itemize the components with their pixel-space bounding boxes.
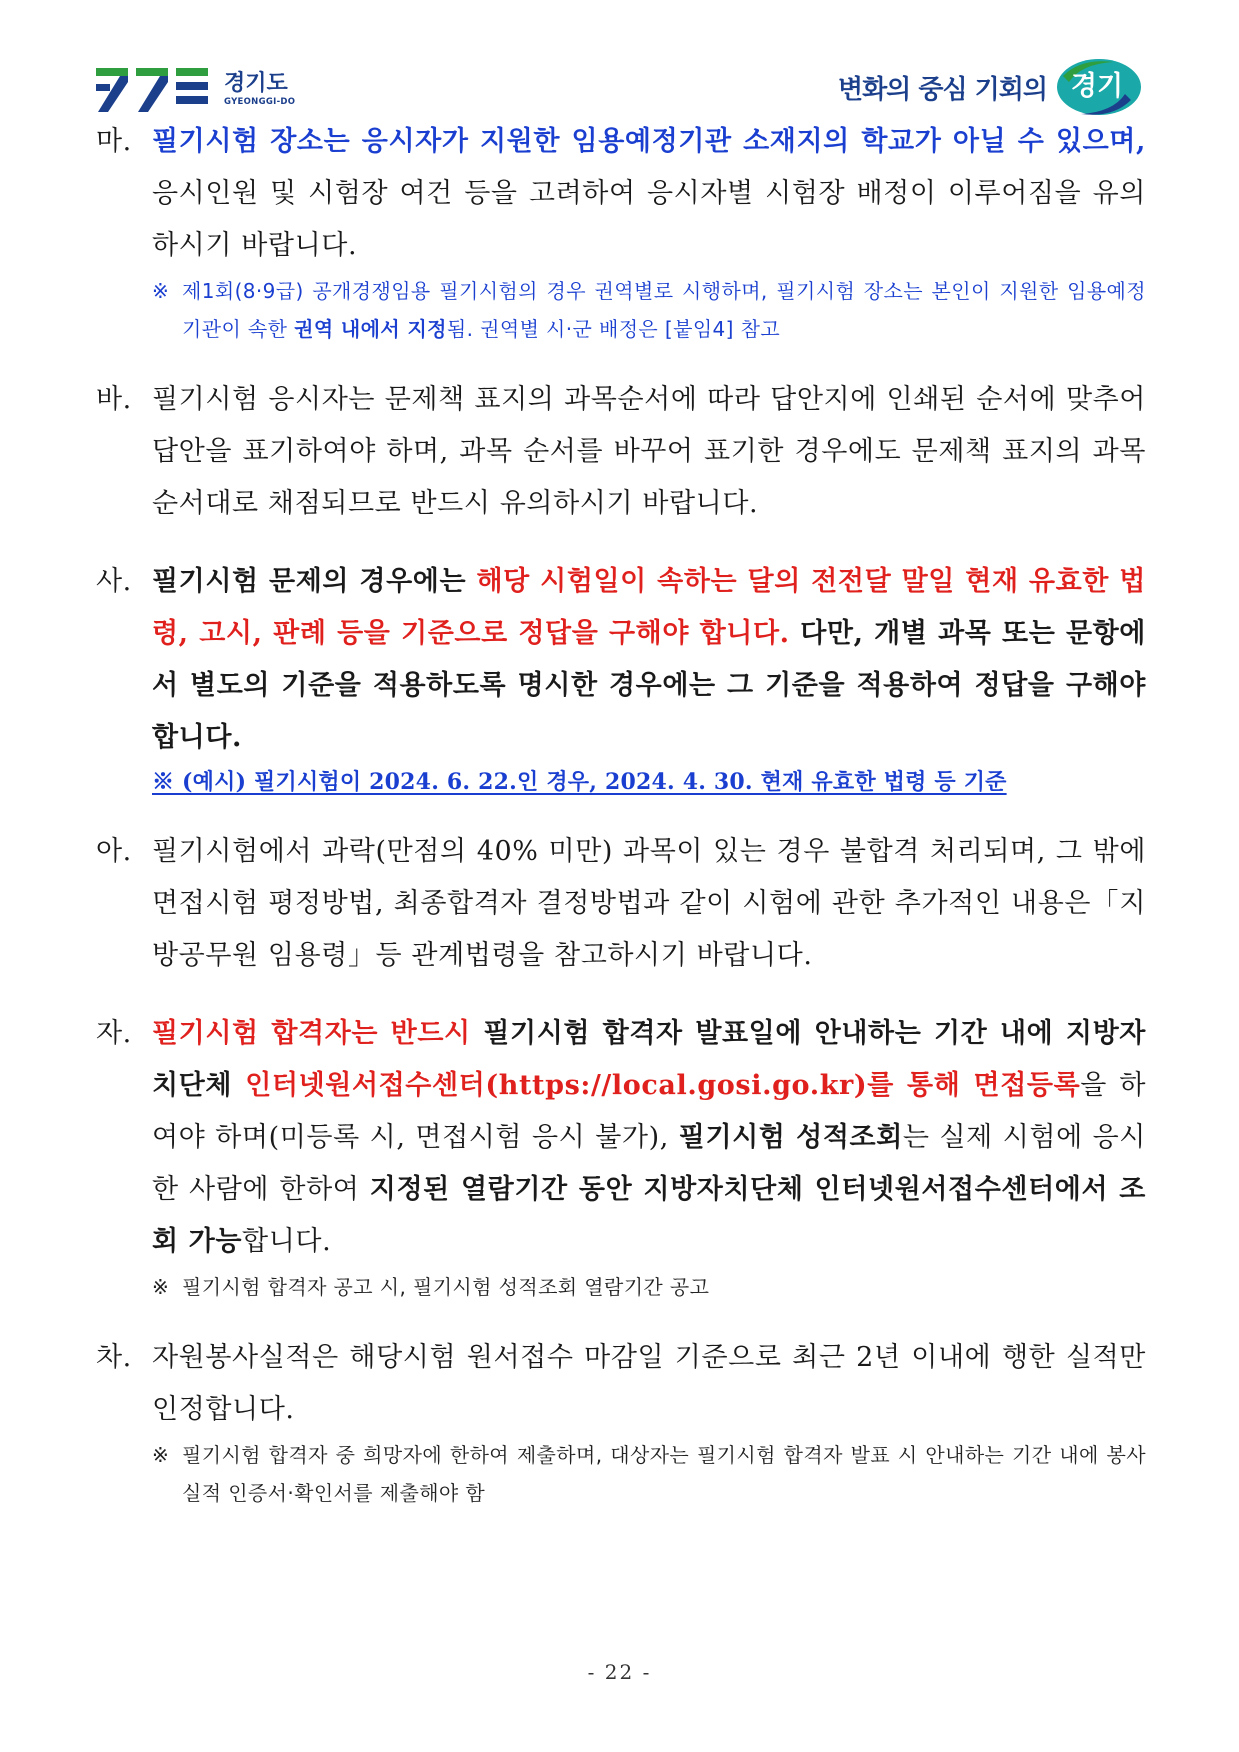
item-label: 마. bbox=[96, 126, 132, 157]
example-note: ※ (예시) 필기시험이 2024. 6. 22.인 경우, 2024. 4. 30. 현재 유효한 법령 등 기준 bbox=[152, 769, 1007, 795]
logo-english-name: GYEONGGI-DO bbox=[224, 97, 296, 107]
item-label: 자. bbox=[96, 1018, 132, 1049]
page-number: - 22 - bbox=[587, 1660, 652, 1684]
body-text: 필기시험 문제의 경우에는 bbox=[152, 566, 477, 597]
slogan-text: 변화의 중심 기회의 bbox=[837, 74, 1047, 105]
item-text bbox=[152, 1008, 1146, 1268]
note-text: 필기시험 합격자 공고 시, 필기시험 성적조회 열람기간 공고 bbox=[182, 1275, 710, 1299]
item-text bbox=[152, 116, 1146, 272]
item-sa bbox=[96, 556, 1146, 800]
slogan-badge-text: 경기 bbox=[1070, 71, 1124, 102]
item-ba bbox=[96, 374, 1146, 530]
item-ma bbox=[96, 116, 1146, 348]
highlight-text: 필기시험 장소는 응시자가 지원한 임용예정기관 소재지의 학교가 아닐 수 있으며, bbox=[152, 126, 1146, 157]
item-text bbox=[152, 556, 1146, 764]
item-text: 필기시험 응시자는 문제책 표지의 과목순서에 따라 답안지에 인쇄된 순서에 맞추어 답안을 표기하여야 하며, 과목 순서를 바꾸어 표기한 경우에도 문제책 표지의 과목순서대로 채점되므로 반드시 유의하시기 바랍니다. bbox=[152, 384, 1146, 519]
note-mark: ※ bbox=[152, 1443, 170, 1467]
body-text: 응시인원 및 시험장 여건 등을 고려하여 응시자별 시험장 배정이 이루어짐을 유의하시기 바랍니다. bbox=[152, 178, 1146, 261]
item-label: 사. bbox=[96, 566, 132, 597]
note-text: 필기시험 합격자 중 희망자에 한하여 제출하며, 대상자는 필기시험 합격자 발표 시 안내하는 기간 내에 봉사실적 인증서·확인서를 제출해야 함 bbox=[182, 1443, 1146, 1505]
note-bold-text: 권역 내에서 지정 bbox=[294, 317, 447, 341]
bold-text: 지정된 열람기간 동안 지방자치단체 인터넷원서접수센터에서 조회 가능 bbox=[152, 1174, 1146, 1257]
note-text: 됨. 권역별 시·군 배정은 [붙임4] 참고 bbox=[446, 317, 781, 341]
item-note bbox=[152, 272, 1146, 348]
gyeonggi-logo-mark-icon bbox=[96, 68, 214, 112]
highlight-text: 인터넷원서접수센터(https://local.gosi.go.kr)를 통해 면접등록 bbox=[245, 1070, 1081, 1101]
body-text: 합니다. bbox=[242, 1226, 332, 1257]
note-mark: ※ bbox=[152, 279, 170, 303]
item-label: 차. bbox=[96, 1342, 132, 1373]
item-note bbox=[152, 1268, 1146, 1306]
bold-text: 필기시험 성적조회 bbox=[678, 1122, 903, 1153]
slogan bbox=[838, 56, 1143, 118]
highlight-text: 필기시험 합격자는 반드시 bbox=[152, 1018, 471, 1049]
note-text: 제1회(8·9급) 공개경쟁임용 필기시험의 경우 권역별로 시행하며, 필기시험 장소는 본인이 지원한 임용예정기관이 속한 bbox=[182, 279, 1146, 341]
item-cha bbox=[96, 1332, 1146, 1512]
logo-text bbox=[224, 72, 295, 108]
item-label: 아. bbox=[96, 836, 132, 867]
highlight-text: 해당 시험일이 속하는 달의 전전달 말일 현재 유효한 법령, 고시, 판례 등을 기준으로 정답을 구해야 합니다. bbox=[152, 566, 1146, 649]
bold-text: 필기시험 합격자 발표일에 안내하는 기간 내에 지방자치단체 bbox=[152, 1018, 1146, 1101]
body-text: 는 실제 시험에 응시한 사람에 한하여 bbox=[152, 1122, 1146, 1205]
note-mark: ※ bbox=[152, 1275, 170, 1299]
slogan-badge bbox=[1051, 56, 1143, 118]
logo-korean-name: 경기도 bbox=[224, 71, 288, 96]
item-label: 바. bbox=[96, 384, 132, 415]
gyeonggi-logo bbox=[96, 68, 295, 112]
document-body bbox=[96, 116, 1146, 1538]
body-text: 을 하여야 하며(미등록 시, 면접시험 응시 불가), bbox=[152, 1070, 1147, 1153]
item-text: 자원봉사실적은 해당시험 원서접수 마감일 기준으로 최근 2년 이내에 행한 실적만 인정합니다. bbox=[152, 1342, 1146, 1425]
item-a bbox=[96, 826, 1146, 982]
body-text: 다만, 개별 과목 또는 문항에서 별도의 기준을 적용하도록 명시한 경우에는 그 기준을 적용하여 정답을 구해야 합니다. bbox=[152, 618, 1146, 753]
item-note bbox=[152, 1436, 1146, 1512]
item-text: 필기시험에서 과락(만점의 40% 미만) 과목이 있는 경우 불합격 처리되며, 그 밖에 면접시험 평정방법, 최종합격자 결정방법과 같이 시험에 관한 추가적인 내용은「지방공무원 임용령」등 관계법령을 참고하시기 바랍니다. bbox=[152, 836, 1146, 971]
page-header bbox=[0, 0, 1239, 120]
item-ja bbox=[96, 1008, 1146, 1306]
